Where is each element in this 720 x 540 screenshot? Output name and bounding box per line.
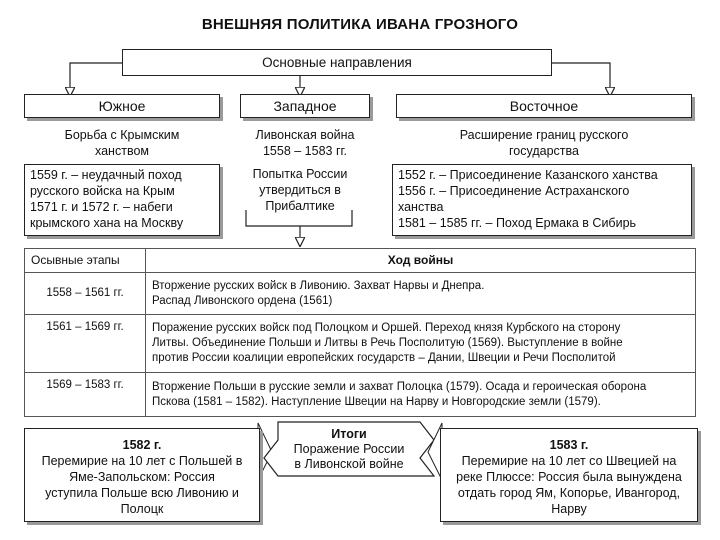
event-line: против России коалиции европейских государств – Дании, Швеции и Речи Посполитой xyxy=(152,352,616,364)
event-line: Пскова (1581 – 1582). Наступление Швеции на Нарву и Новгородские земли (1579). xyxy=(152,395,601,408)
col-course-header: Ход войны xyxy=(146,249,696,273)
south-detail-line: 1571 г. и 1572 г. – набеги xyxy=(30,200,173,214)
result-1582-line: Полоцк xyxy=(120,502,164,516)
direction-west-header xyxy=(240,94,370,118)
south-detail-line: 1559 г. – неудачный поход xyxy=(30,168,182,182)
result-1582-line: Перемирие на 10 лет с Польшей в xyxy=(41,454,243,468)
stage-period: 1569 – 1583 гг. xyxy=(25,373,146,417)
east-goal-line: государства xyxy=(509,144,579,158)
west-detail-line: Прибалтике xyxy=(265,199,335,213)
west-details xyxy=(240,166,360,214)
west-detail-line: утвердиться в xyxy=(259,183,341,197)
east-detail-line: 1552 г. – Присоединение Казанского ханства xyxy=(398,168,658,182)
west-detail-line: Попытка России xyxy=(252,167,348,181)
results-summary xyxy=(278,427,420,472)
main-directions-box: Основные направления xyxy=(122,49,552,76)
direction-east-header xyxy=(396,94,692,118)
table-row xyxy=(25,273,696,315)
stage-period: 1561 – 1569 гг. xyxy=(25,315,146,373)
results-title: Итоги xyxy=(331,427,367,441)
south-detail-line: крымского хана на Москву xyxy=(30,216,184,230)
east-goal-line: Расширение границ русского xyxy=(459,128,629,142)
south-goal xyxy=(24,127,220,159)
west-goal-line: Ливонская война xyxy=(255,128,355,142)
west-goal xyxy=(230,127,380,159)
result-1582-line: Яме-Запольском: Россия xyxy=(69,470,215,484)
event-line: Вторжение Польши в русские земли и захват Полоцка (1579). Осада и героическая оборона xyxy=(152,380,647,393)
stage-events xyxy=(146,373,696,417)
direction-south-label: Южное xyxy=(98,98,146,114)
page-title: ВНЕШНЯЯ ПОЛИТИКА ИВАНА ГРОЗНОГО xyxy=(201,16,519,33)
stage-events xyxy=(146,273,696,315)
result-1583-line: Перемирие на 10 лет со Швецией на xyxy=(461,454,677,468)
east-detail-line: 1556 г. – Присоединение Астраханского xyxy=(398,184,630,198)
war-course-table xyxy=(24,248,696,417)
event-line: Распад Ливонского ордена (1561) xyxy=(152,294,333,307)
table-row xyxy=(25,373,696,417)
stage-period: 1558 – 1561 гг. xyxy=(25,273,146,315)
table-header-row xyxy=(25,249,696,273)
event-line: Вторжение русских войск в Ливонию. Захват Нарвы и Днепра. xyxy=(152,279,485,292)
south-goal-line: ханством xyxy=(95,144,149,158)
result-1583-line: отдать город Ям, Копорье, Ивангород, xyxy=(457,486,681,500)
table-row xyxy=(25,315,696,373)
result-1582-line: уступила Польше всю Ливонию и xyxy=(45,486,239,500)
south-details xyxy=(24,164,220,236)
event-line: Поражение русских войск под Полоцком и Оршей. Переход князя Курбского на сторону xyxy=(152,322,621,334)
arrow-to-south xyxy=(70,63,122,92)
direction-east-label: Восточное xyxy=(509,98,579,114)
direction-west-label: Западное xyxy=(273,98,337,114)
east-goal xyxy=(396,127,692,159)
result-1583-box xyxy=(440,428,698,522)
west-goal-line: 1558 – 1583 гг. xyxy=(262,144,348,158)
result-1582-box xyxy=(24,428,260,522)
result-1583-year: 1583 г. xyxy=(549,438,589,452)
south-detail-line: русского войска на Крым xyxy=(30,184,175,198)
stage-events xyxy=(146,315,696,373)
arrow-to-east xyxy=(552,63,610,92)
south-goal-line: Борьба с Крымским xyxy=(64,128,180,142)
col-stage-header: Осывные этапы xyxy=(25,249,146,273)
result-1583-line: реке Плюссе: Россия была вынуждена xyxy=(456,470,682,484)
result-1583-line: Нарву xyxy=(551,502,587,516)
results-summary-line: Поражение России xyxy=(293,442,405,456)
result-1582-year: 1582 г. xyxy=(122,438,162,452)
event-line: Литвы. Объединение Польши и Литвы в Речь Посполитую (1569). Выступление в войне xyxy=(152,337,623,349)
east-detail-line: ханства xyxy=(398,200,444,214)
east-detail-line: 1581 – 1585 гг. – Поход Ермака в Сибирь xyxy=(398,216,637,230)
east-details xyxy=(392,164,692,236)
direction-south-header xyxy=(24,94,220,118)
results-summary-line: в Ливонской войне xyxy=(294,457,404,471)
